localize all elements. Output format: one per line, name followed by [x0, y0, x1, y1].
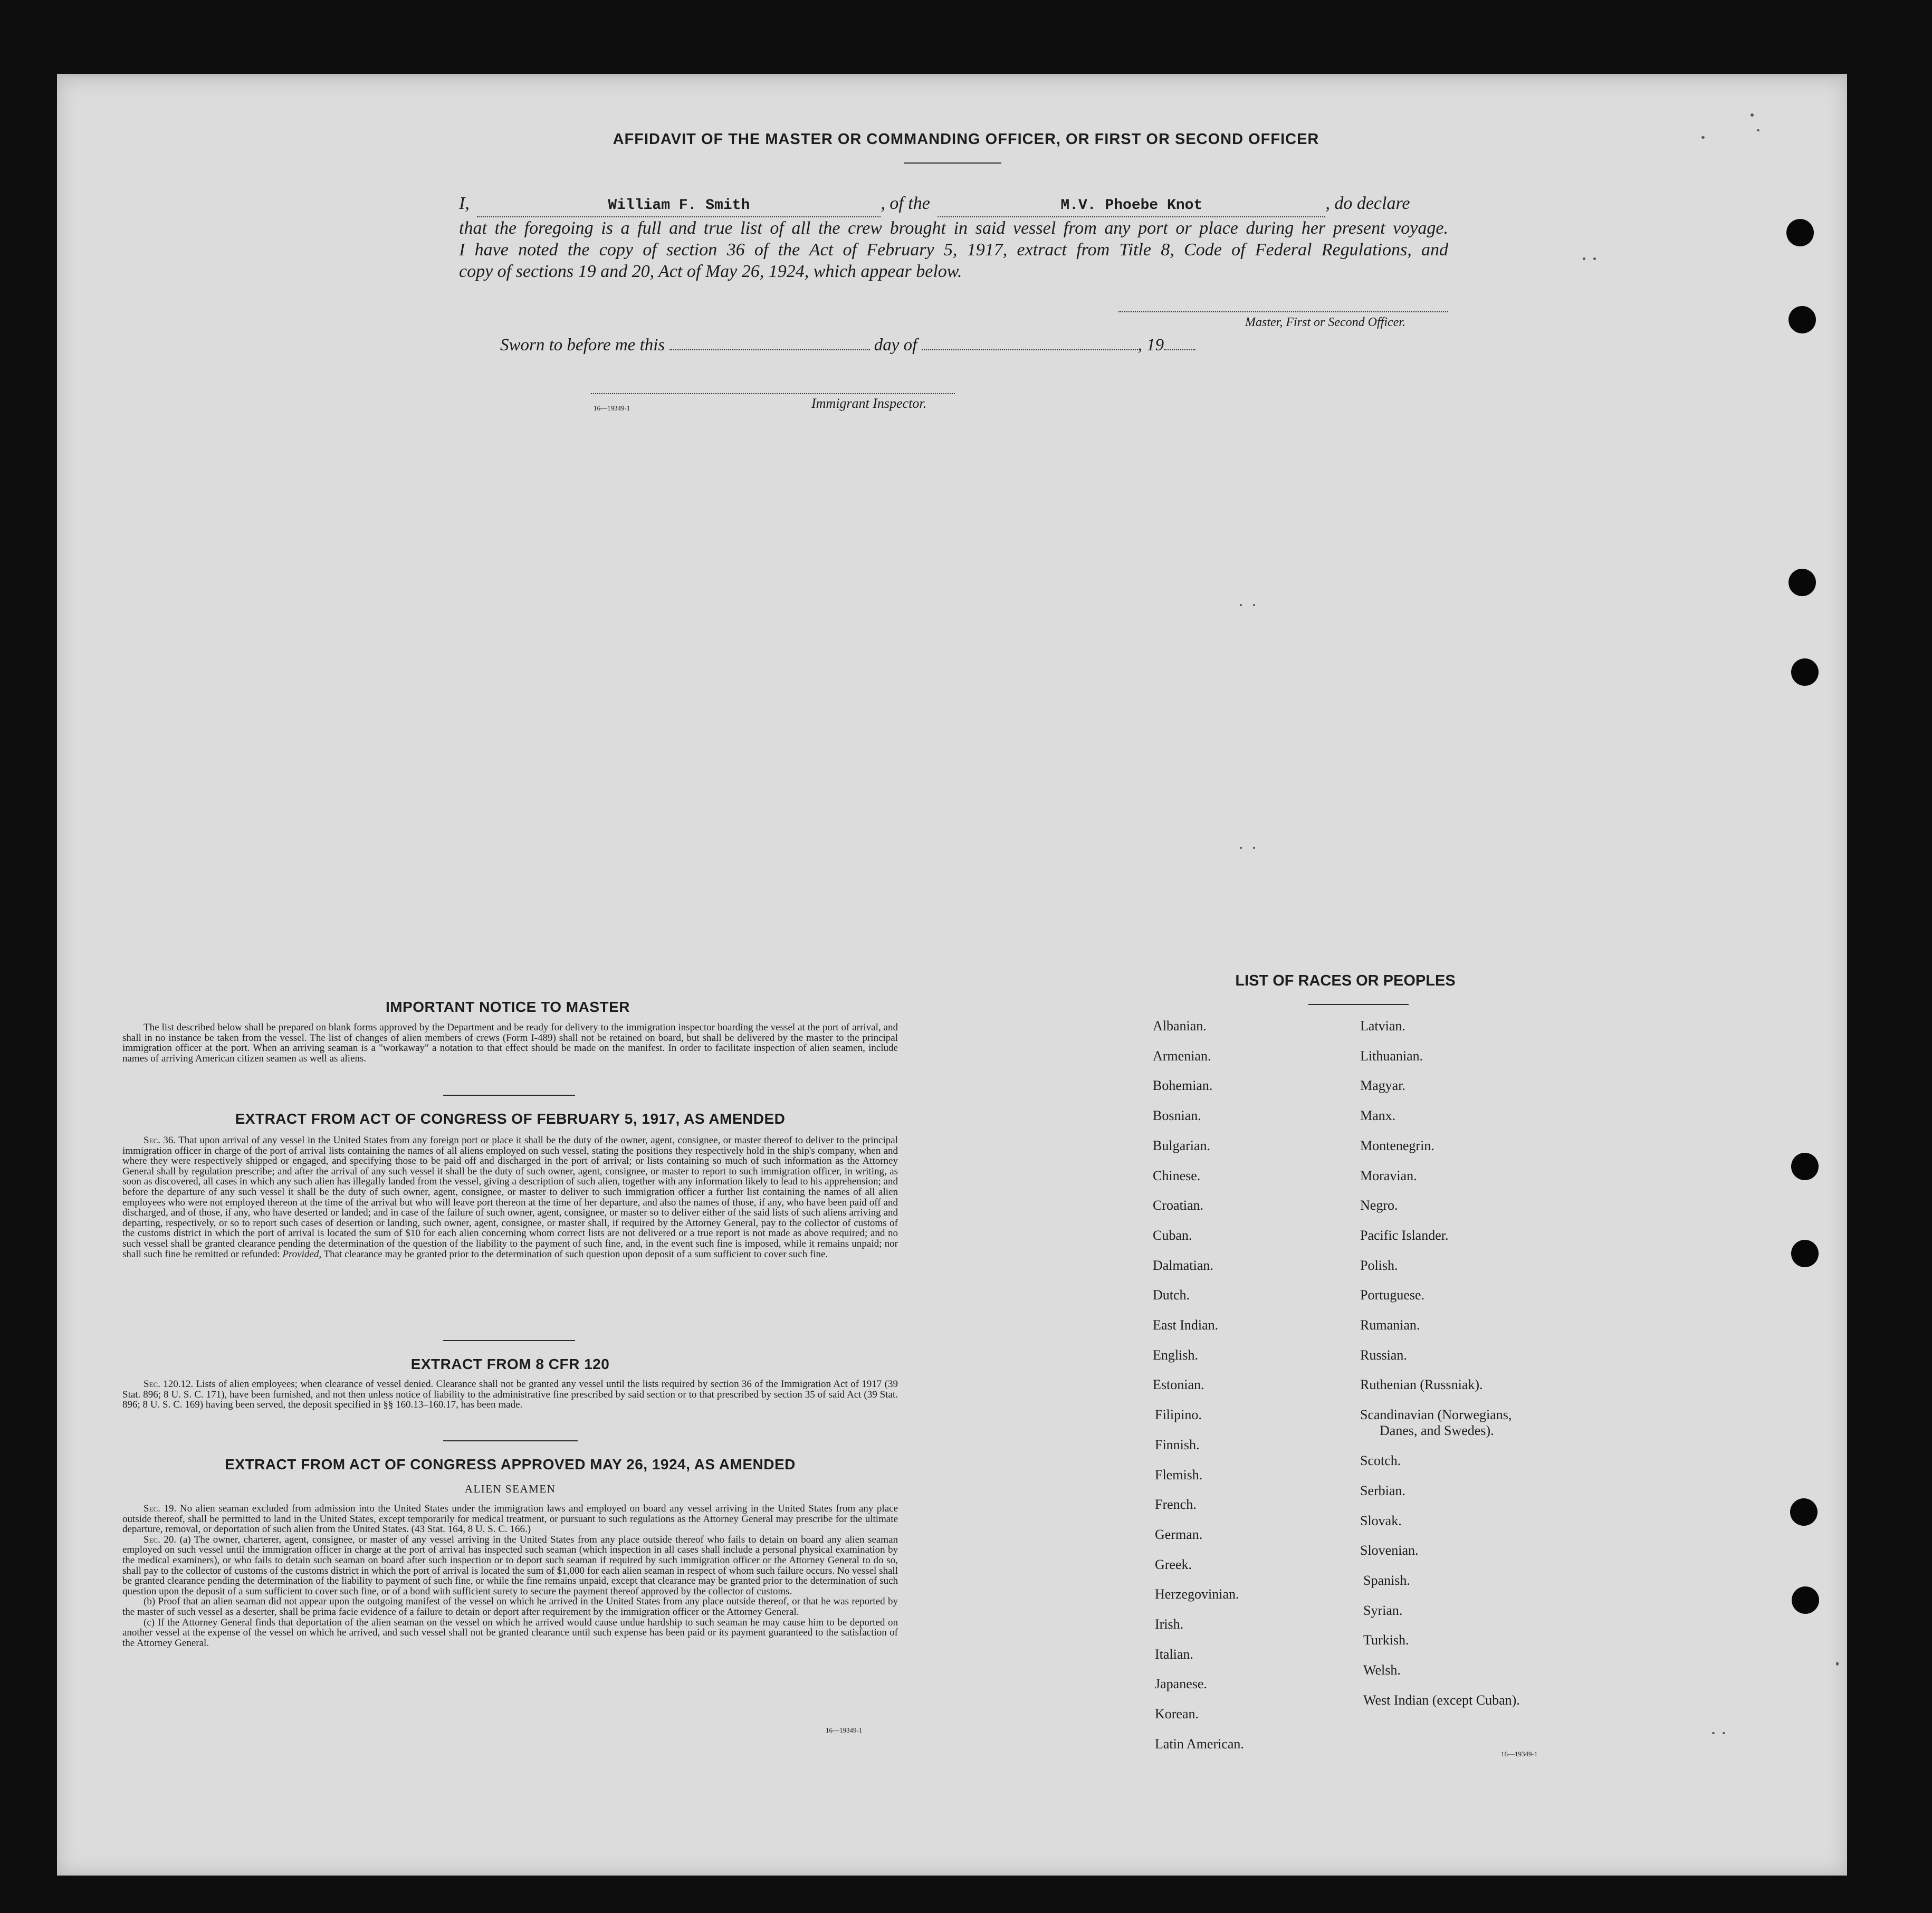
affidavit-statement: I, William F. Smith , of the M.V. Phoebe Knot , do declare that the foregoing is a full and true list of all the crew brought in said vessel from any port or place during her present voyage. I have noted the copy of section 36 of the Act of February 5, 1917, extract from Title 8, Code of Federal Regulations, and copy of sections 19 and 20, Act of May 26, 1924, which appear below. [459, 194, 1448, 281]
race-item: Irish. [1155, 1617, 1184, 1632]
race-item: Filipino. [1155, 1407, 1202, 1423]
race-item: Croatian. [1153, 1198, 1204, 1213]
extract-1924-body: Sec. 19. No alien seaman excluded from admission into the United States under the immigration laws and employed on board any vessel arriving in the United States from any place outside thereof, shall be permitted to land in the United States, except temporarily for medical treatment, or pursuant to such regulations as the Attorney General may prescribe for the ultimate departure, removal, or deportation of such alien from the United States. (43 Stat. 164, 8 U. S. C. 166.) Sec. 20. (a) The owner, charterer, agent, consignee, or master of any vessel arriving in the United States from any place outside thereof who fails to detain on board any alien seaman employed on such vessel until the immigration officer in charge at the port of arrival has inspected such seaman (which inspection in all cases shall include a personal physical examination by the medical examiners), or who fails to detain such seaman on board after such inspection or to deport such seaman if required by such immigration officer or the Attorney General to do so, shall pay to the collector of customs of the customs district in which the port of arrival is located the sum of $1,000 for each alien seaman in respect of whom such failure occurs. No vessel shall be granted clearance pending the determination of the liability to payment of such fine, or while the fine remains unpaid, except that clearance may be granted prior to the determination of such question upon the deposit of a sum sufficient to cover such fine, or of a bond with sufficient surety to secure the payment thereof approved by the collector of customs. (b) Proof that an alien seaman did not appear upon the outgoing manifest of the vessel on which he arrived in the United States from any place outside thereof, or that he was reported by the master of such vessel as a deserter, shall be prima facie evidence of a failure to detain or deport after requirement by the immigration officer or the Attorney General. (c) If the Attorney General finds that deportation of the alien seaman on the vessel on which he arrived would cause undue hardship to such seaman he may cause him to be deported on another vessel at the expense of the vessel on which he arrived, and such vessel shall not be granted clearance until such expense has been paid or its payment guaranteed to the satisfaction of the Attorney General. [122, 1503, 898, 1649]
cfr-title: EXTRACT FROM 8 CFR 120 [410, 1356, 610, 1372]
affidavit-line-2: that the foregoing is a full and true list of all the crew brought in said vessel from any port or place during her present voyage. [459, 218, 1448, 238]
race-item: Dutch. [1153, 1287, 1190, 1303]
race-item: West Indian (except Cuban). [1363, 1692, 1520, 1708]
punch-hole-5 [1791, 1153, 1819, 1180]
race-item: Spanish. [1363, 1572, 1410, 1588]
race-item: Estonian. [1153, 1377, 1204, 1393]
race-item: Scandinavian (Norwegians, [1360, 1407, 1512, 1423]
affidavit-line-3: I have noted the copy of section 36 of the Act of February 5, 1917, extract from Title 8, Code of Federal Regulations, and [459, 240, 1448, 260]
sworn-line: Sworn to before me this day of , 19 [500, 336, 1195, 355]
race-item: East Indian. [1153, 1317, 1219, 1333]
master-signature-label: Master, First or Second Officer. [1245, 315, 1405, 329]
form-number-top: 16—19349-1 [594, 404, 630, 412]
race-item: Portuguese. [1360, 1287, 1425, 1303]
extract-1924-subtitle: ALIEN SEAMEN [464, 1482, 556, 1495]
race-item: Dalmatian. [1153, 1257, 1213, 1273]
race-item: Greek. [1155, 1556, 1192, 1572]
race-item: Bosnian. [1153, 1108, 1201, 1124]
race-item: Polish. [1360, 1257, 1398, 1273]
race-item: Moravian. [1360, 1168, 1417, 1183]
race-item: Lithuanian. [1360, 1048, 1423, 1064]
master-signature-line [1118, 311, 1448, 312]
race-item: Russian. [1360, 1347, 1407, 1363]
race-item: Danes, and Swedes). [1380, 1423, 1494, 1439]
race-item: Welsh. [1363, 1662, 1401, 1678]
cfr-body: Sec. 120.12. Lists of alien employees; when clearance of vessel denied. Clearance shall not be granted any vessel until the lists required by section 36 of the Immigration Act of 1917 (39 Stat. 896; 8 U. S. C. 171), have been furnished, and not then unless notice of liability to the administrative fine prescribed by said section or to that prescribed by section 35 of said Act (39 Stat. 896; 8 U. S. C. 169) having been served, the deposit specified in §§ 160.13–160.17, has been made. [122, 1379, 898, 1411]
punch-hole-3 [1788, 569, 1816, 596]
vessel-name-field: M.V. Phoebe Knot [938, 195, 1325, 217]
form-number-bottom-right: 16—19349-1 [1501, 1750, 1538, 1758]
inspector-signature-line [591, 393, 955, 394]
race-item: French. [1155, 1497, 1197, 1513]
race-item: English. [1153, 1347, 1198, 1363]
extract-1917-body: Sec. 36. That upon arrival of any vessel in the United States from any foreign port or place it shall be the duty of the owner, agent, consignee, or master thereof to deliver to the principal immigration officer in charge of the port of arrival lists containing the names of all aliens employed on such vessel, stating the positions they respectively hold in the ship's company, when and where they were respectively shipped or engaged, and specifying those to be paid off and discharged in the port of arrival; or lists containing so much of such information as the Attorney General shall by regulation prescribe; and after the arrival of any such vessel it shall be the duty of such owner, agent, consignee, or master to report to such immigration officer, in writing, as soon as discovered, all cases in which any such alien has illegally landed from the vessel, giving a description of such alien, together with any information likely to lead to his apprehension; and before the departure of any such vessel it shall be the duty of such owner, agent, consignee, or master to deliver to such immigration officer a further list containing the names of all alien employees who were not employed thereon at the time of the arrival but who will leave port thereon at the time of her departure, and also the names of those, if any, who have been paid off and discharged, and of those, if any, who have deserted or landed; and in case of the failure of such owner, agent, consignee, or master so to deliver either of the said lists of such aliens arriving and departing, respectively, or so to report such cases of desertion or landing, such owner, agent, consignee, or master shall, if required by the Attorney General, pay to the collector of customs of the customs district in which the port of arrival is located the sum of $10 for each alien concerning whom correct lists are not delivered or a true report is not made as above required; and no such vessel shall be granted clearance pending the determination of the question of the liability to the payment of such fine, and, in the event such fine is imposed, while it remains unpaid; nor shall such fine be remitted or refunded: Provided, That clearance may be granted prior to the determination of such question upon deposit of a sum sufficient to cover such fine. [122, 1135, 898, 1260]
race-item: Montenegrin. [1360, 1137, 1434, 1153]
race-item: Herzegovinian. [1155, 1586, 1239, 1602]
race-item: Latvian. [1360, 1018, 1405, 1034]
race-item: Chinese. [1153, 1168, 1201, 1183]
race-item: Bohemian. [1153, 1078, 1213, 1094]
race-item: Japanese. [1155, 1676, 1207, 1692]
race-item: Syrian. [1363, 1602, 1403, 1618]
affidavit-line-4: copy of sections 19 and 20, Act of May 26, 1924, which appear below. [459, 262, 962, 281]
race-item: Magyar. [1360, 1078, 1405, 1094]
race-item: Armenian. [1153, 1048, 1211, 1064]
race-item: Scotch. [1360, 1453, 1401, 1469]
punch-hole-6 [1791, 1240, 1819, 1267]
notice-body: The list described below shall be prepared on blank forms approved by the Department and be ready for delivery to the immigration inspector boarding the vessel at the port of arrival, and shall in no instance be taken from the vessel. The list of changes of alien members of crews (Form I-489) shall not be retained on board, but shall be delivered by the master to the principal immigration officer at the port. When an arriving seaman is a "workaway" a notation to that effect should be made on the manifest. In order to facilitate inspection of alien seamen, include names of arriving American citizen seamen as well as aliens. [122, 1022, 898, 1064]
sworn-day-field [669, 338, 870, 350]
race-item: Korean. [1155, 1706, 1199, 1722]
race-item: Ruthenian (Russniak). [1360, 1377, 1483, 1393]
race-item: Italian. [1155, 1646, 1193, 1662]
race-item: Pacific Islander. [1360, 1227, 1449, 1243]
extract-1917-title: EXTRACT FROM ACT OF CONGRESS OF FEBRUARY 5, 1917, AS AMENDED [235, 1111, 786, 1127]
race-item: Slovenian. [1360, 1543, 1419, 1558]
extract-1924-title: EXTRACT FROM ACT OF CONGRESS APPROVED MAY 26, 1924, AS AMENDED [225, 1456, 796, 1472]
race-item: Manx. [1360, 1108, 1396, 1124]
punch-hole-4 [1791, 658, 1819, 686]
punch-hole-2 [1788, 306, 1816, 333]
race-item: German. [1155, 1526, 1203, 1542]
race-item: Negro. [1360, 1198, 1398, 1213]
punch-hole-8 [1792, 1586, 1819, 1614]
race-item: Latin American. [1155, 1736, 1244, 1752]
inspector-label: Immigrant Inspector. [811, 396, 927, 411]
master-name-field: William F. Smith [477, 195, 881, 217]
race-item: Finnish. [1155, 1437, 1200, 1452]
race-item: Slovak. [1360, 1513, 1402, 1528]
race-item: Cuban. [1153, 1227, 1192, 1243]
race-item: Serbian. [1360, 1482, 1405, 1498]
races-title: LIST OF RACES OR PEOPLES [1235, 972, 1456, 989]
punch-hole-7 [1790, 1498, 1818, 1526]
race-item: Flemish. [1155, 1467, 1203, 1482]
race-item: Turkish. [1363, 1632, 1409, 1648]
race-item: Rumanian. [1360, 1317, 1420, 1333]
sworn-month-field [922, 338, 1138, 350]
punch-hole-1 [1786, 219, 1814, 246]
sworn-year-field [1164, 338, 1195, 350]
form-number-bottom-left: 16—19349-1 [826, 1726, 863, 1734]
race-item: Albanian. [1153, 1018, 1207, 1034]
race-item: Bulgarian. [1153, 1137, 1211, 1153]
notice-title: IMPORTANT NOTICE TO MASTER [385, 999, 630, 1015]
affidavit-title: AFFIDAVIT OF THE MASTER OR COMMANDING OFFICER, OR FIRST OR SECOND OFFICER [613, 131, 1319, 148]
